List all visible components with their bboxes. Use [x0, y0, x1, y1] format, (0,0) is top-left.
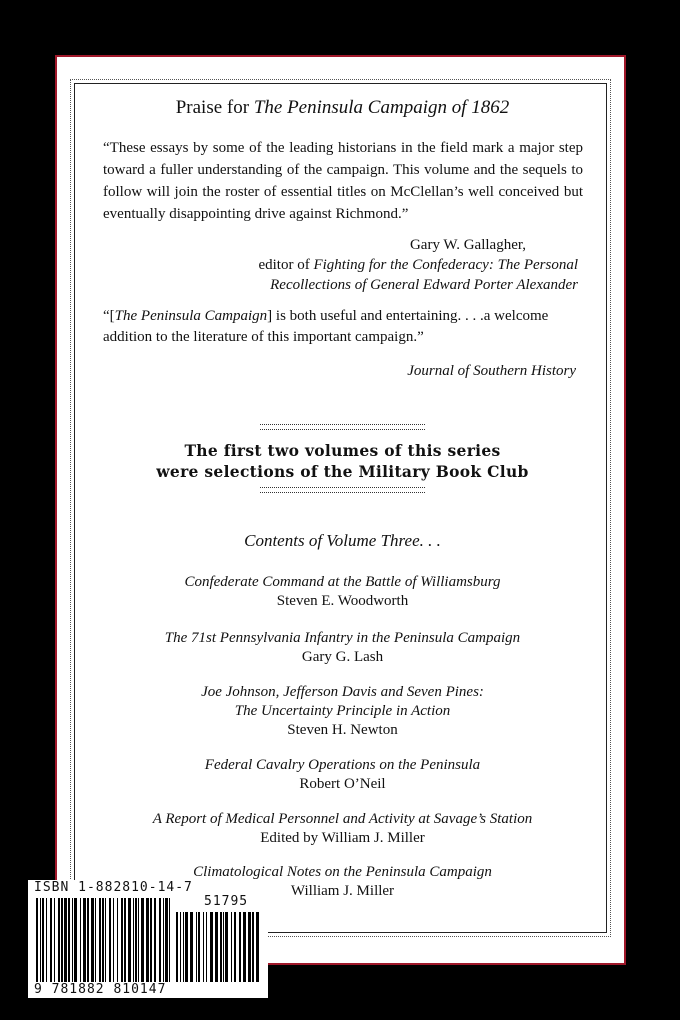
contents-entry: Climatological Notes on the Peninsula Campaign William J. Miller: [193, 864, 492, 899]
ean-number: 9 781882 810147: [34, 982, 167, 997]
attribution-name: Gary W. Gallagher,: [409, 237, 526, 253]
isbn-barcode: [28, 880, 268, 998]
contents-entry: Joe Johnson, Jefferson Davis and Seven Pines: The Uncertainty Principle in Action Steven H. Newton: [201, 684, 484, 738]
price-code: 51795: [204, 894, 249, 909]
divider-top: [260, 424, 425, 430]
divider-bottom: [260, 487, 425, 493]
contents-entry: Federal Cavalry Operations on the Peninsula Robert O’Neil: [204, 757, 481, 792]
contents-entry: A Report of Medical Personnel and Activity at Savage’s Station Edited by William J. Miller: [152, 811, 533, 846]
attribution-gallagher: Gary W. Gallagher, editor of Fighting for the Confederacy: The Personal Recollections of General Edward Porter Alexander: [258, 237, 578, 293]
book-club-notice: The first two volumes of this series were selections of the Military Book Club: [156, 441, 529, 481]
praise-quote-journal: “[The Peninsula Campaign] is both useful and entertaining. . . .a welcome addition to the literature of this important campaign.”: [103, 308, 549, 345]
praise-quote-gallagher: “These essays by some of the leading historians in the field mark a major step toward a fuller understanding of the campaign. This volume and the sequels to follow will join the roster of essential titles on McClellan’s well conceived but eventually disappointing drive against Richmond.”: [103, 140, 583, 222]
contents-heading: Contents of Volume Three. . .: [244, 531, 441, 550]
isbn-number: ISBN 1-882810-14-7: [34, 880, 193, 895]
contents-entry: The 71st Pennsylvania Infantry in the Peninsula Campaign Gary G. Lash: [164, 630, 521, 665]
journal-source: Journal of Southern History: [407, 363, 576, 379]
back-cover-page: [55, 55, 626, 965]
contents-entry: Confederate Command at the Battle of Williamsburg Steven E. Woodworth: [184, 574, 501, 609]
praise-heading: Praise for The Peninsula Campaign of 1862: [175, 97, 510, 118]
